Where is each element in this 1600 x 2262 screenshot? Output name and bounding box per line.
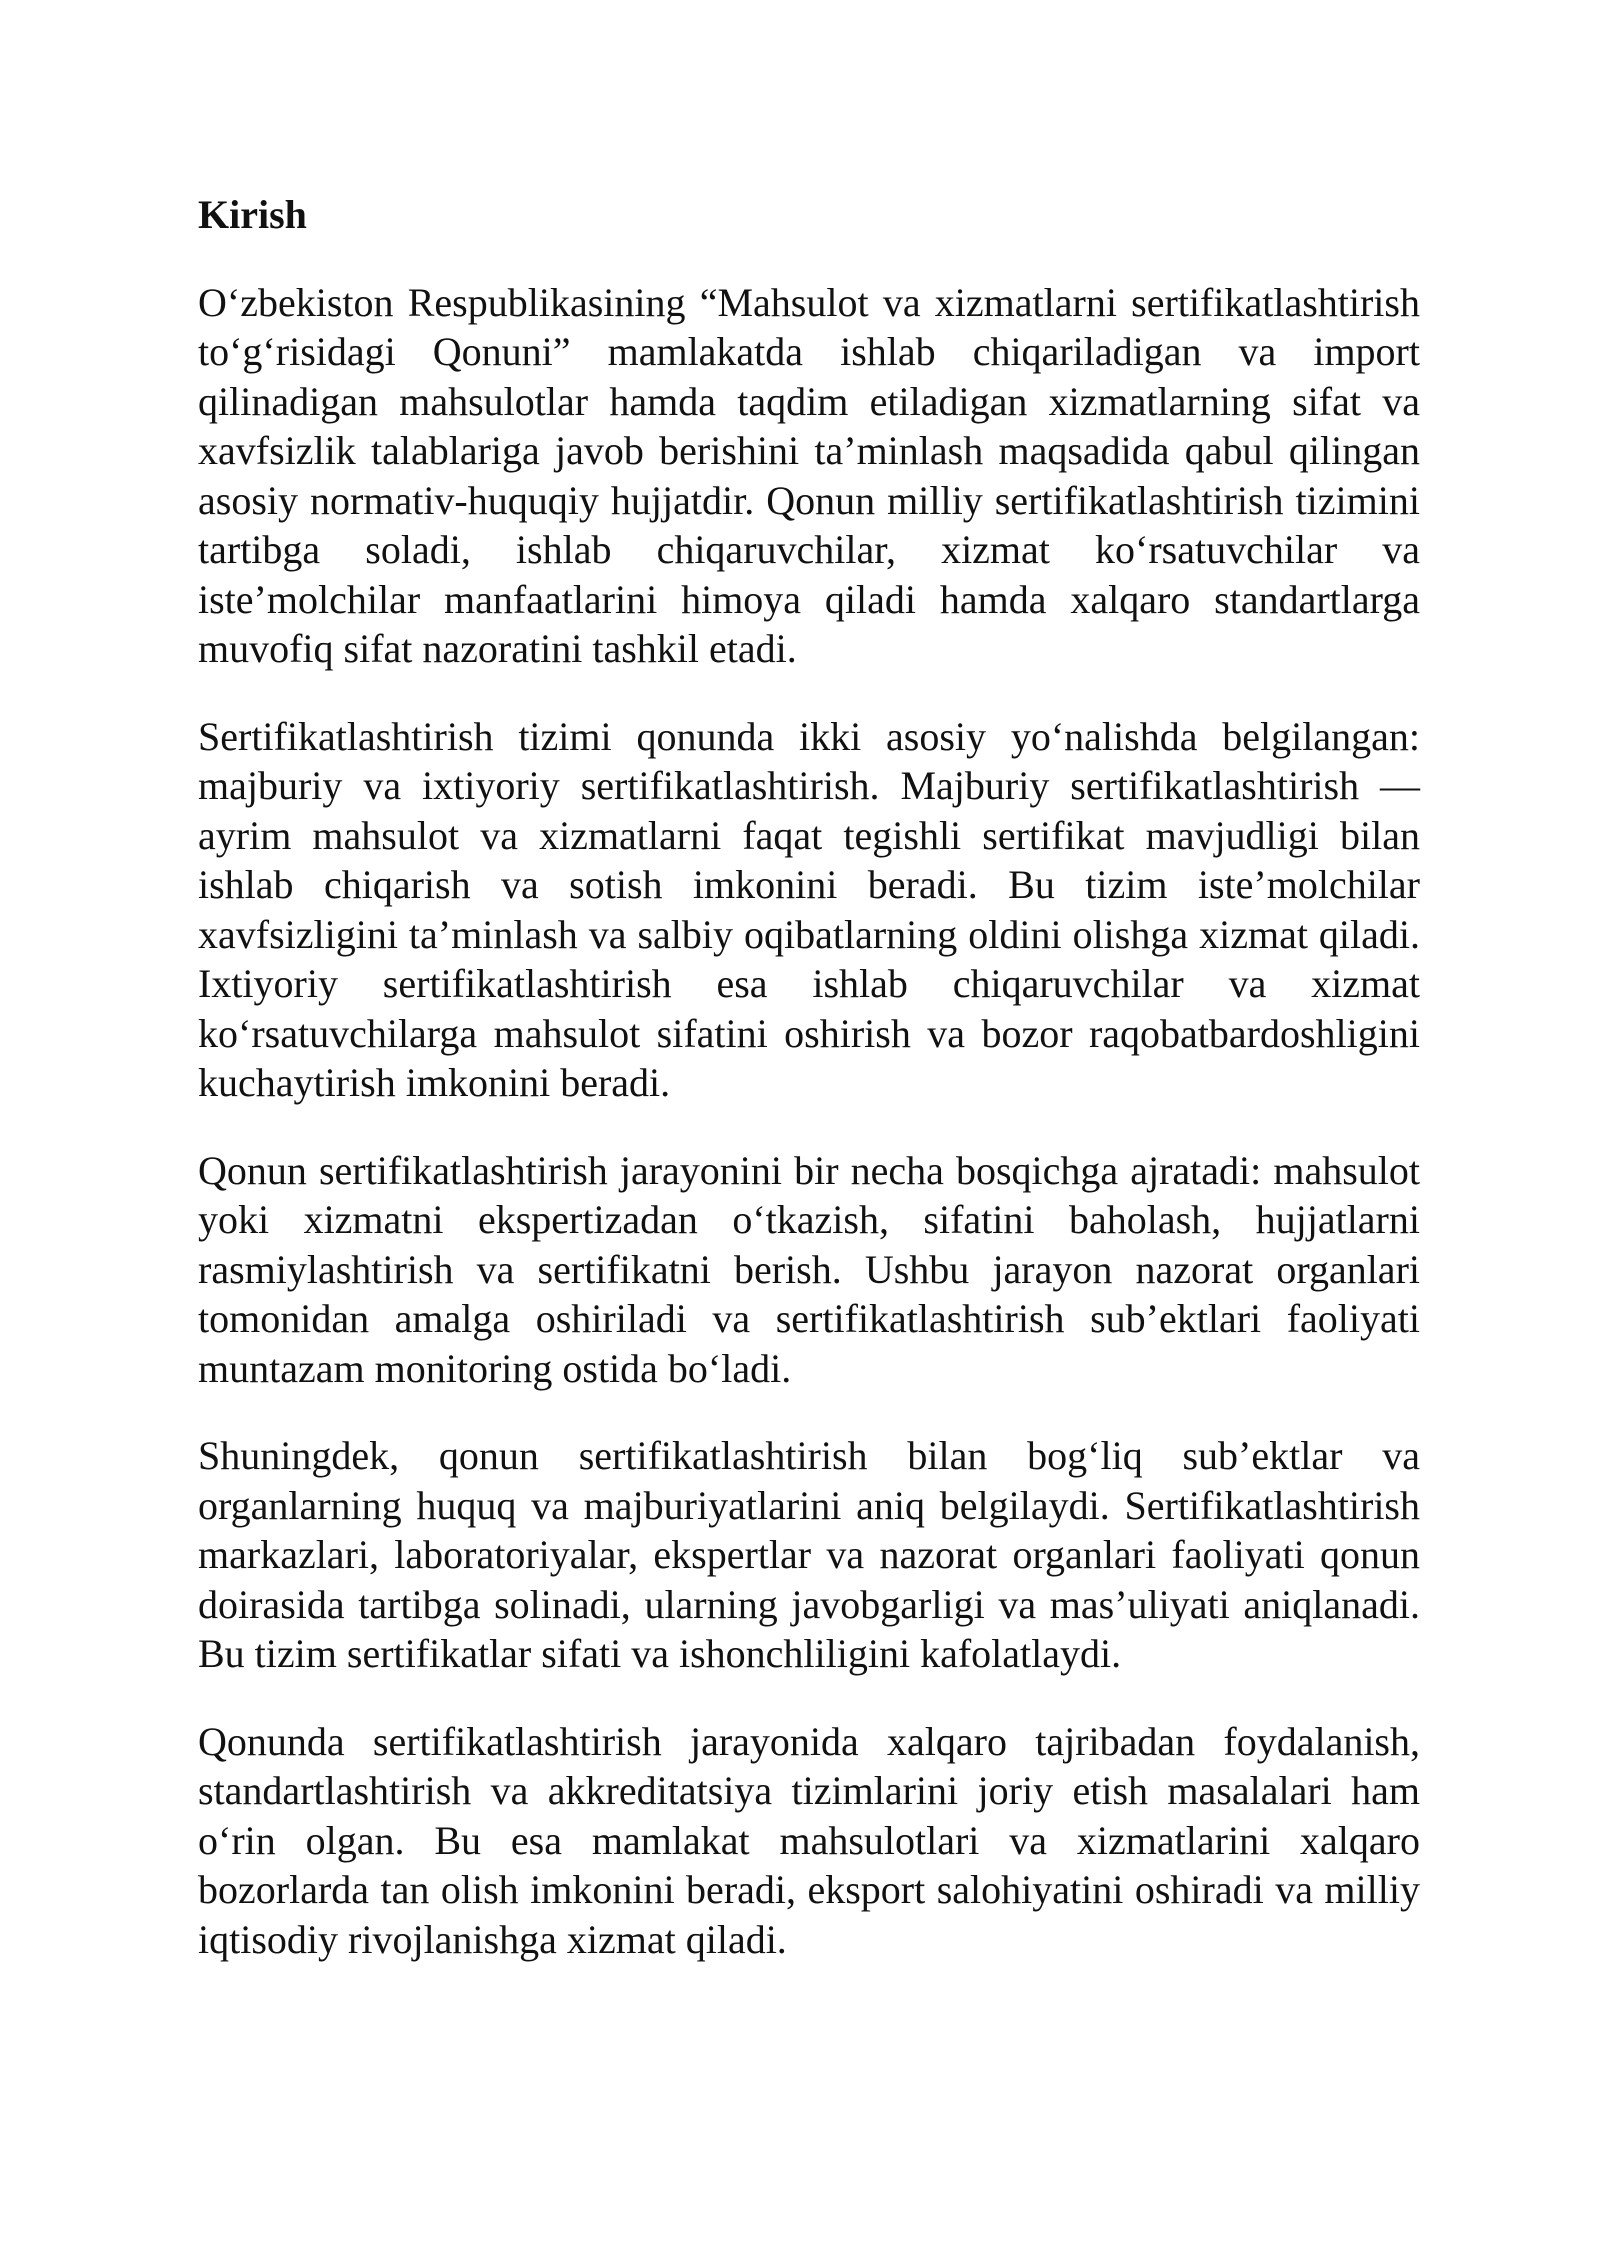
paragraph-certification-stages: Qonun sertifikatlashtirish jarayonini bir necha bosqichga ajratadi: mahsulot yoki xizmatni ekspertizadan o‘tkazish, sifatini baholash, hujjatlarni rasmiylashtirish va sertifikatni berish. Ushbu jarayon nazorat organlari tomonidan amalga oshiriladi va sertifikatlashtirish sub’ektlari faoliyati muntazam monitoring ostida bo‘ladi. [198,1147,1420,1391]
document-page [198,190,1420,2002]
section-heading: Kirish [198,192,307,237]
paragraph-international-practice: Qonunda sertifikatlashtirish jarayonida xalqaro tajribadan foydalanish, standartlashtirish va akkreditatsiya tizimlarini joriy etish masalalari ham o‘rin olgan. Bu esa mamlakat mahsulotlari va xizmatlarini xalqaro bozorlarda tan olish imkonini beradi, eksport salohiyatini oshiradi va milliy iqtisodiy rivojlanishga xizmat qiladi. [198,1718,1420,1962]
paragraph-certification-types: Sertifikatlashtirish tizimi qonunda ikki asosiy yo‘nalishda belgilangan: majburiy va ixtiyoriy sertifikatlashtirish. Majburiy sertifikatlashtirish — ayrim mahsulot va xizmatlarni faqat tegishli sertifikat mavjudligi bilan ishlab chiqarish va sotish imkonini beradi. Bu tizim iste’molchilar xavfsizligini ta’minlash va salbiy oqibatlarning oldini olishga xizmat qiladi. Ixtiyoriy sertifikatlashtirish esa ishlab chiqaruvchilar va xizmat ko‘rsatuvchilarga mahsulot sifatini oshirish va bozor raqobatbardoshligini kuchaytirish imkonini beradi. [198,713,1420,1105]
paragraph-intro: O‘zbekiston Respublikasining “Mahsulot va xizmatlarni sertifikatlashtirish to‘g‘risidagi Qonuni” mamlakatda ishlab chiqariladigan va import qilinadigan mahsulotlar hamda taqdim etiladigan xizmatlarning sifat va xavfsizlik talablariga javob berishini ta’minlash maqsadida qabul qilingan asosiy normativ-huquqiy hujjatdir. Qonun milliy sertifikatlashtirish tizimini tartibga soladi, ishlab chiqaruvchilar, xizmat ko‘rsatuvchilar va iste’molchilar manfaatlarini himoya qiladi hamda xalqaro standartlarga muvofiq sifat nazoratini tashkil etadi. [198,279,1420,671]
paragraph-rights-obligations: Shuningdek, qonun sertifikatlashtirish bilan bog‘liq sub’ektlar va organlarning huquq va majburiyatlarini aniq belgilaydi. Sertifikatlashtirish markazlari, laboratoriyalar, ekspertlar va nazorat organlari faoliyati qonun doirasida tartibga solinadi, ularning javobgarligi va mas’uliyati aniqlanadi. Bu tizim sertifikatlar sifati va ishonchliligini kafolatlaydi. [198,1433,1420,1676]
